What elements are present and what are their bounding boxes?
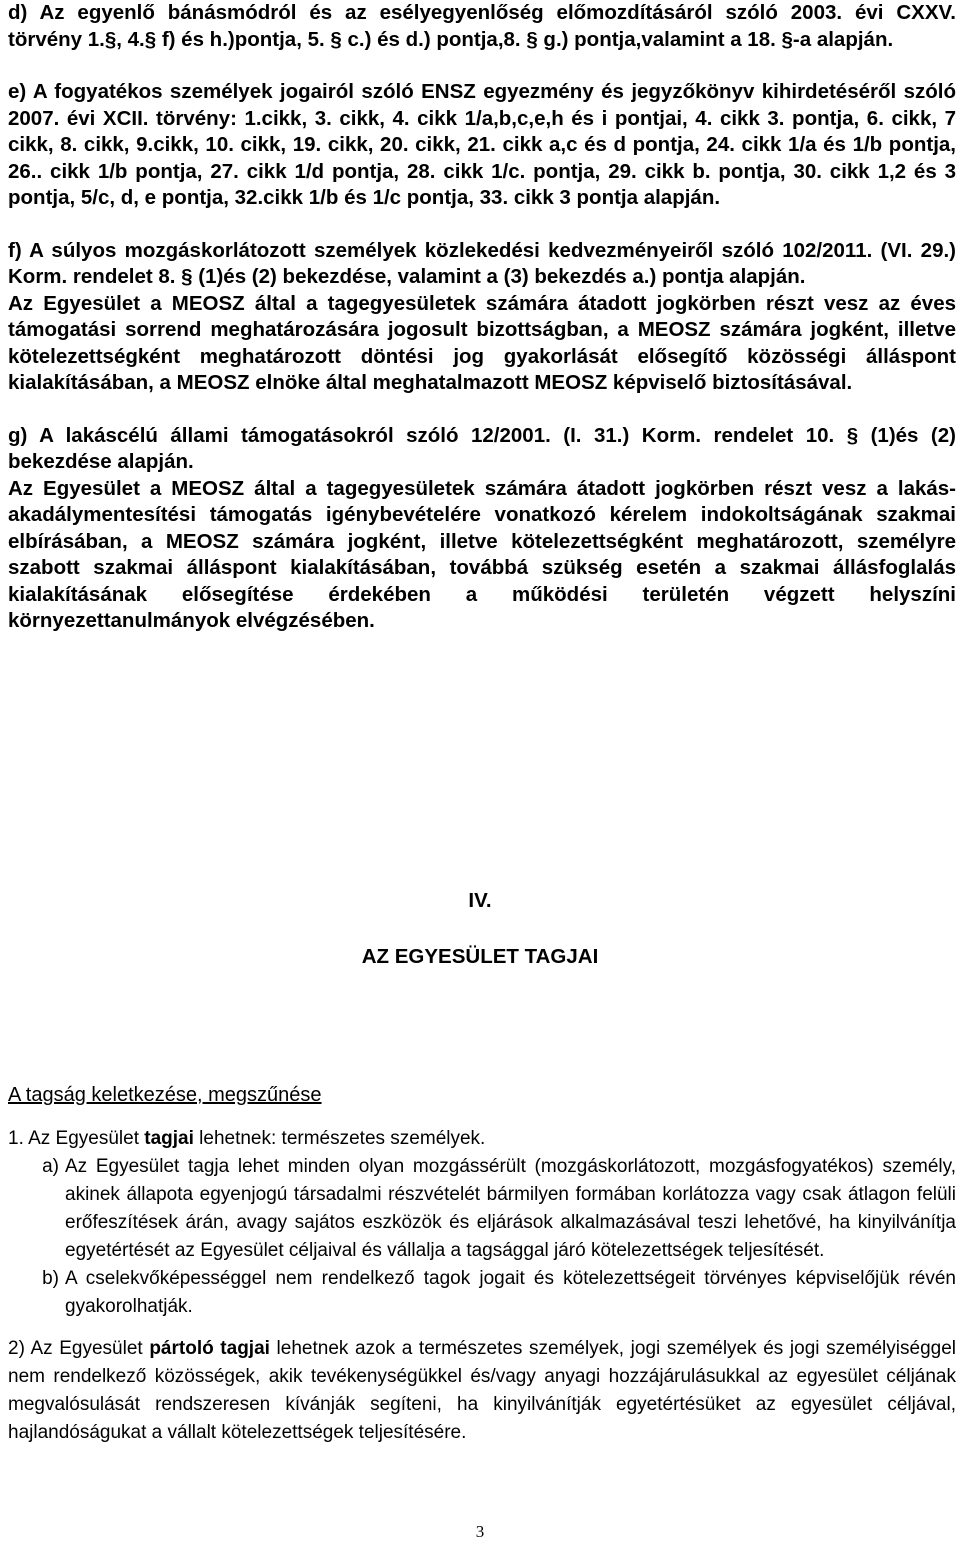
item-1-bold: tagjai: [144, 1128, 194, 1149]
spacer: [8, 397, 956, 423]
paragraph-d: d) Az egyenlő bánásmódról és az esélyegyenlőség előmozdításáról szóló 2003. évi CXXV. törvény 1.§, 4.§ f) és h.)pontja, 5. § c.) és d.) pontja,8. § g.) pontja,valamint a 18. §-a alapján.: [8, 1, 956, 51]
item-1: [8, 1125, 956, 1153]
item-1a: [8, 1153, 956, 1265]
membership-section: [8, 1125, 956, 1447]
item-1b: [8, 1265, 956, 1321]
spacer: [8, 212, 956, 238]
paragraph-g-body: Az Egyesület a MEOSZ által a tagegyesületek számára átadott jogkörben részt vesz a lakás-akadálymentesítési támogatás igénybevételére vonatkozó kérelem indokoltságának szakmai elbírásában, a MEOSZ számára jogként, illetve kötelezettségként meghatározott, személyre szabott szakmai álláspont kialakításában, továbbá szükség esetén a szakmai állásfoglalás kialakításának elősegítése érdekében a működési területén végzett helyszíni környezettanulmányok elvégzésében.: [8, 476, 956, 632]
section-title: AZ EGYESÜLET TAGJAI: [361, 945, 599, 968]
page-number: 3: [475, 1522, 485, 1541]
item-1b-marker: b): [42, 1268, 59, 1289]
item-1-prefix: 1. Az Egyesület: [8, 1128, 145, 1149]
item-2-prefix: 2) Az Egyesület: [8, 1338, 150, 1359]
paragraph-f-body: Az Egyesület a MEOSZ által a tagegyesületek számára átadott jogkörben részt vesz az éves támogatási sorrend meghatározására jogosult bizottságban, a MEOSZ számára jogként, illetve kötelezettségként meghatározott döntési jog gyakorlását elősegítő közösségi álláspont kialakításában, a MEOSZ elnöke által meghatalmazott MEOSZ képviselő biztosításával.: [8, 291, 956, 394]
subheading: A tagság keletkezése, megszűnése: [8, 1084, 322, 1106]
section-number: IV.: [468, 889, 492, 912]
paragraph-f-heading: f) A súlyos mozgáskorlátozott személyek közlekedési kedvezményeiről szóló 102/2011. (VI. 29.) Korm. rendelet 8. § (1)és (2) bekezdése, valamint a (3) bekezdés a.) pontja alapján.: [8, 238, 956, 288]
item-1b-text: A cselekvőképességgel nem rendelkező tagok jogait és kötelezettségeit törvényes képviselőjük révén gyakorolhatják.: [65, 1268, 956, 1317]
item-1a-text: Az Egyesület tagja lehet minden olyan mozgássérült (mozgáskorlátozott, mozgásfogyatékos) személy, akinek állapota egyenjogú társadalmi részvételét bármilyen formában korlátozza vagy csak átlagon felüli erőfeszítések árán, avagy sajátos eszközök és eljárások alkalmazásával teszi lehetővé, ha kinyilvánítja egyetértését az Egyesület céljaival és vállalja a tagsággal járó kötelezettségek teljesítését.: [65, 1156, 956, 1261]
spacer: [8, 53, 956, 79]
paragraph-g-heading: g) A lakáscélú állami támogatásokról szóló 12/2001. (I. 31.) Korm. rendelet 10. § (1)és (2) bekezdése alapján.: [8, 423, 956, 473]
item-1a-marker: a): [42, 1156, 59, 1177]
item-2-bold: pártoló tagjai: [149, 1338, 270, 1359]
paragraph-e: e) A fogyatékos személyek jogairól szóló ENSZ egyezmény és jegyzőkönyv kihirdetéséről szóló 2007. évi XCII. törvény: 1.cikk, 3. cikk, 4. cikk 1/a,b,c,e,h és i pontjai, 4. cikk 3. pontja, 6. cikk, 7 cikk, 8. cikk, 9.cikk, 10. cikk, 19. cikk, 20. cikk, 21. cikk a,c és d pontja, 24. cikk 1/a és 1/b pontja, 26.. cikk 1/b pontja, 27. cikk 1/d pontja, 28. cikk 1/c. pontja, 29. cikk b. pontja, 30. cikk 1,2 és 3 pontja, 5/c, d, e pontja, 32.cikk 1/b és 1/c pontja, 33. cikk 3 pontja alapján.: [8, 80, 956, 209]
item-1-suffix: lehetnek: természetes személyek.: [193, 1128, 486, 1149]
spacer: [8, 1321, 956, 1335]
item-2-suffix: lehetnek azok a természetes személyek, jogi személyek és jogi személyiséggel nem rendelkező közösségek, akik tevékenységükkel és/vagy anyagi hozzájárulásukkal az egyesület céljának megvalósulását rendszeresen kívánják segíteni, ha kinyilvánítják egyetértésüket az egyesület céljával, hajlandóságukat a vállalt kötelezettségek teljesítésére.: [8, 1338, 956, 1443]
legal-basis-section: [8, 0, 956, 635]
item-2: [8, 1335, 956, 1447]
